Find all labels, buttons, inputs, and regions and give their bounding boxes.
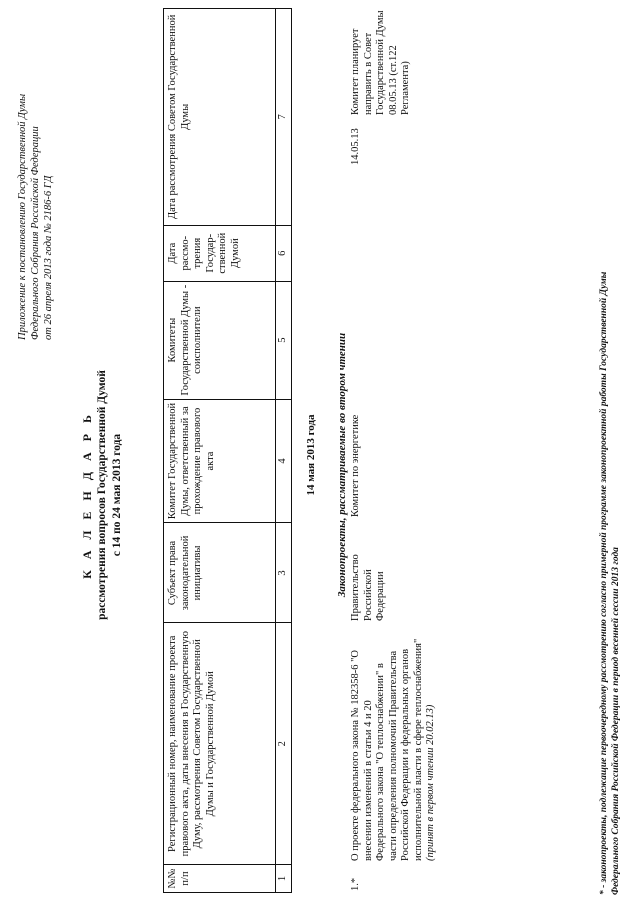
column-number: 6 [276,225,292,281]
header-row [164,9,276,893]
column-number: 3 [276,523,292,623]
header-cell-duma-date: Дата рассмо-трения Государ-ственной Думой [164,225,276,281]
day-heading: 14 мая 2013 года [305,414,317,496]
column-number: 4 [276,399,292,523]
approval-line-1: Приложение к постановлению Государственной Думы [17,93,28,340]
column-number-row [276,9,292,893]
footnote [598,15,622,895]
item-duma-date: 14.05.13 [350,128,361,165]
item-council-plan: Комитет планирует направить в Совет Государственной Думы 08.05.13 (ст.122 Регламента) [350,10,411,115]
item-first-reading-note: (принят в первом чтении 20.02.13) [425,704,436,861]
footnote-line-2: Федерального Собрания Российской Федерации в период весенней сессии 2013 года [611,547,621,895]
column-number: 2 [276,623,292,865]
calendar-table-header [163,8,292,893]
column-number: 7 [276,9,292,226]
item-committee: Комитет по энергетике [350,414,361,517]
approval-note [16,10,55,340]
approval-line-2: Федерального Собрания Российской Федерации [30,126,41,340]
header-cell-num: №№ п/п [164,865,276,893]
header-cell-committee: Комитет Государственной Думы, ответственный за прохождение правового акта [164,399,276,523]
title-line-3: с 14 по 24 мая 2013 года [111,433,123,557]
header-cell-subject: Субъект права законодательной инициативы [164,523,276,623]
header-cell-name: Регистрационный номер, наименование проекта правового акта, даты внесения в Государственную Думу, рассмотрения Советом Государственной Думы и Государственной Думой [164,623,276,865]
column-number: 5 [276,281,292,399]
item-subject: Правительство Российской Федерации [350,554,386,621]
footnote-line-1: * - законопроекты, подлежащие первоочередному рассмотрению согласно примерной программе законопроектной работы Государственной Думы [599,271,609,895]
section-heading: Законопроекты, рассматриваемые во втором чтении [336,332,348,598]
column-number: 1 [276,865,292,893]
header-cell-council-date: Дата рассмотрения Советом Государственной Думы [164,9,276,226]
document-title [80,315,125,675]
item-description [350,637,438,861]
title-line-2: рассмотрения вопросов Государственной Думой [96,370,108,620]
item-description-text: О проекте федерального закона № 182358-6 "О внесении изменений в статьи 4 и 20 Федерального закона "О теплоснабжении" в части определения полномочий Правительства Российской Федерации и федеральных органов исполнительной власти в сфере теплоснабжения" [350,638,424,861]
approval-line-3: от 26 апреля 2013 года № 2186-6 ГД [43,175,54,340]
item-number: 1.* [350,877,361,891]
header-cell-co-committees: Комитеты Государственной Думы - соисполнители [164,281,276,399]
title-line-1: К А Л Е Н Д А Р Ь [80,411,94,579]
